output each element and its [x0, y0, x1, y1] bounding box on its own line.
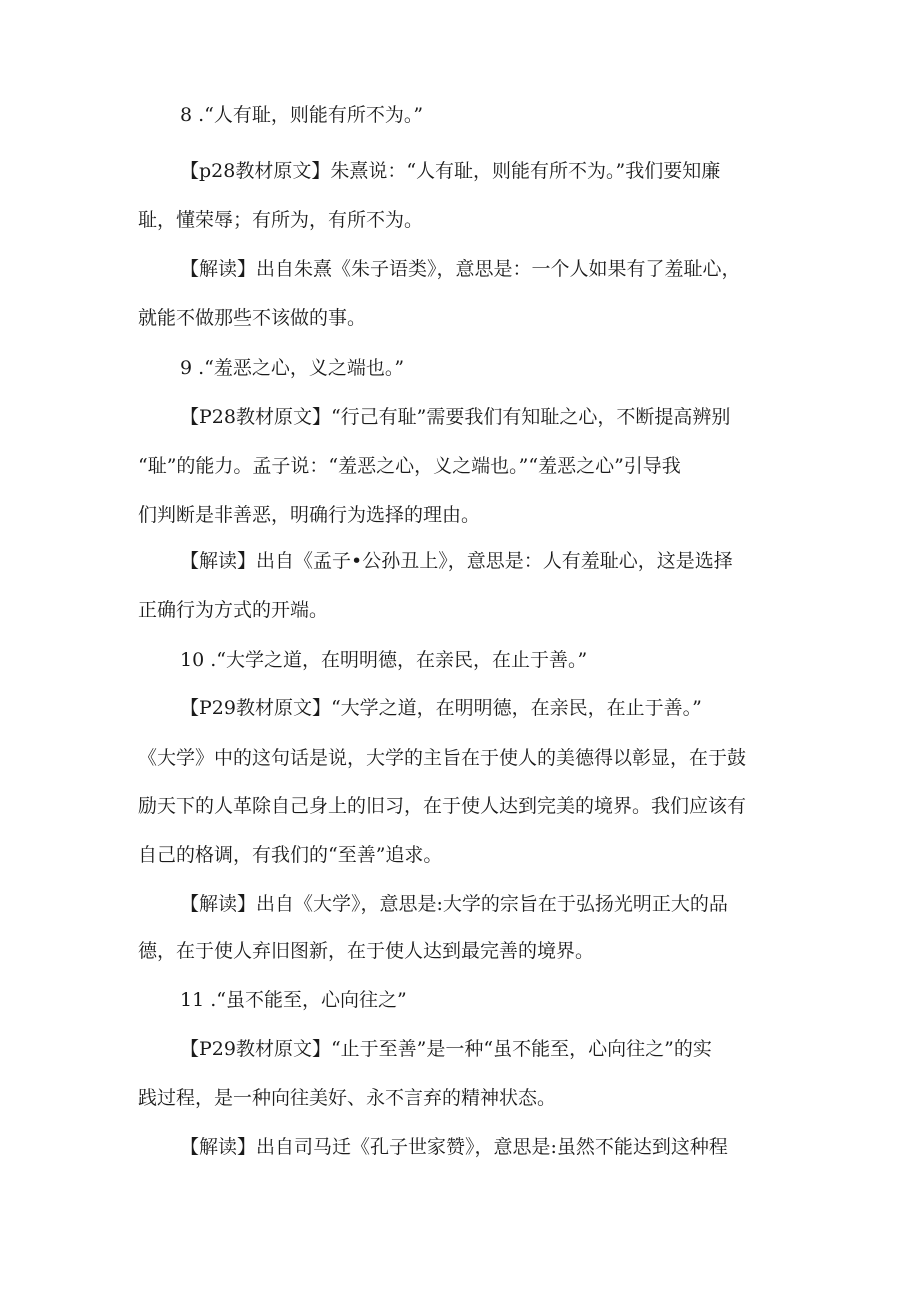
item-10-textbook-line-1: 【P29教材原文】“大学之道，在明明德，在亲民，在止于善。”	[180, 697, 702, 719]
item-8-interpret-line-1: 【解读】出自朱熹《朱子语类》，意思是：一个人如果有了羞耻心，	[180, 258, 741, 280]
item-10-textbook-line-4: 自己的格调，有我们的“至善”追求。	[138, 844, 443, 866]
item-8-title: 8 .“人有耻，则能有所不为。”	[180, 104, 424, 126]
item-9-title: 9 .“羞恶之心，义之端也。”	[180, 357, 405, 379]
item-9-interpret-line-2: 正确行为方式的开端。	[138, 599, 329, 621]
item-8-textbook-line-2: 耻，懂荣辱；有所为，有所不为。	[138, 209, 424, 231]
item-11-title: 11 .“虽不能至，心向往之”	[180, 989, 407, 1011]
item-10-interpret-line-2: 德，在于使人弃旧图新，在于使人达到最完善的境界。	[138, 940, 595, 962]
item-9-textbook-line-3: 们判断是非善恶，明确行为选择的理由。	[138, 504, 481, 526]
item-10-interpret-line-1: 【解读】出自《大学》，意思是:大学的宗旨在于弘扬光明正大的品	[180, 893, 728, 915]
item-9-textbook-line-1: 【P28教材原文】“行己有耻”需要我们有知耻之心，不断提高辨别	[180, 406, 731, 428]
item-10-title: 10 .“大学之道，在明明德，在亲民，在止于善。”	[180, 649, 588, 671]
item-9-textbook-line-2: “耻”的能力。孟子说：“羞恶之心，义之端也。”“羞恶之心”引导我	[138, 455, 681, 477]
item-8-interpret-line-2: 就能不做那些不该做的事。	[138, 307, 367, 329]
item-11-textbook-line-2: 践过程，是一种向往美好、永不言弃的精神状态。	[138, 1087, 557, 1109]
item-10-textbook-line-2: 《大学》中的这句话是说，大学的主旨在于使人的美德得以彰显，在于鼓	[138, 747, 747, 769]
item-10-textbook-line-3: 励天下的人革除自己身上的旧习，在于使人达到完美的境界。我们应该有	[138, 795, 747, 817]
item-11-interpret-line-1: 【解读】出自司马迁《孔子世家赞》，意思是:虽然不能达到这种程	[180, 1136, 728, 1158]
item-9-interpret-line-1: 【解读】出自《孟子•公孙丑上》，意思是：人有羞耻心，这是选择	[180, 550, 733, 572]
item-11-textbook-line-1: 【P29教材原文】“止于至善”是一种“虽不能至，心向往之”的实	[180, 1038, 712, 1060]
item-8-textbook-line-1: 【p28教材原文】朱熹说：“人有耻，则能有所不为。”我们要知廉	[180, 160, 721, 182]
